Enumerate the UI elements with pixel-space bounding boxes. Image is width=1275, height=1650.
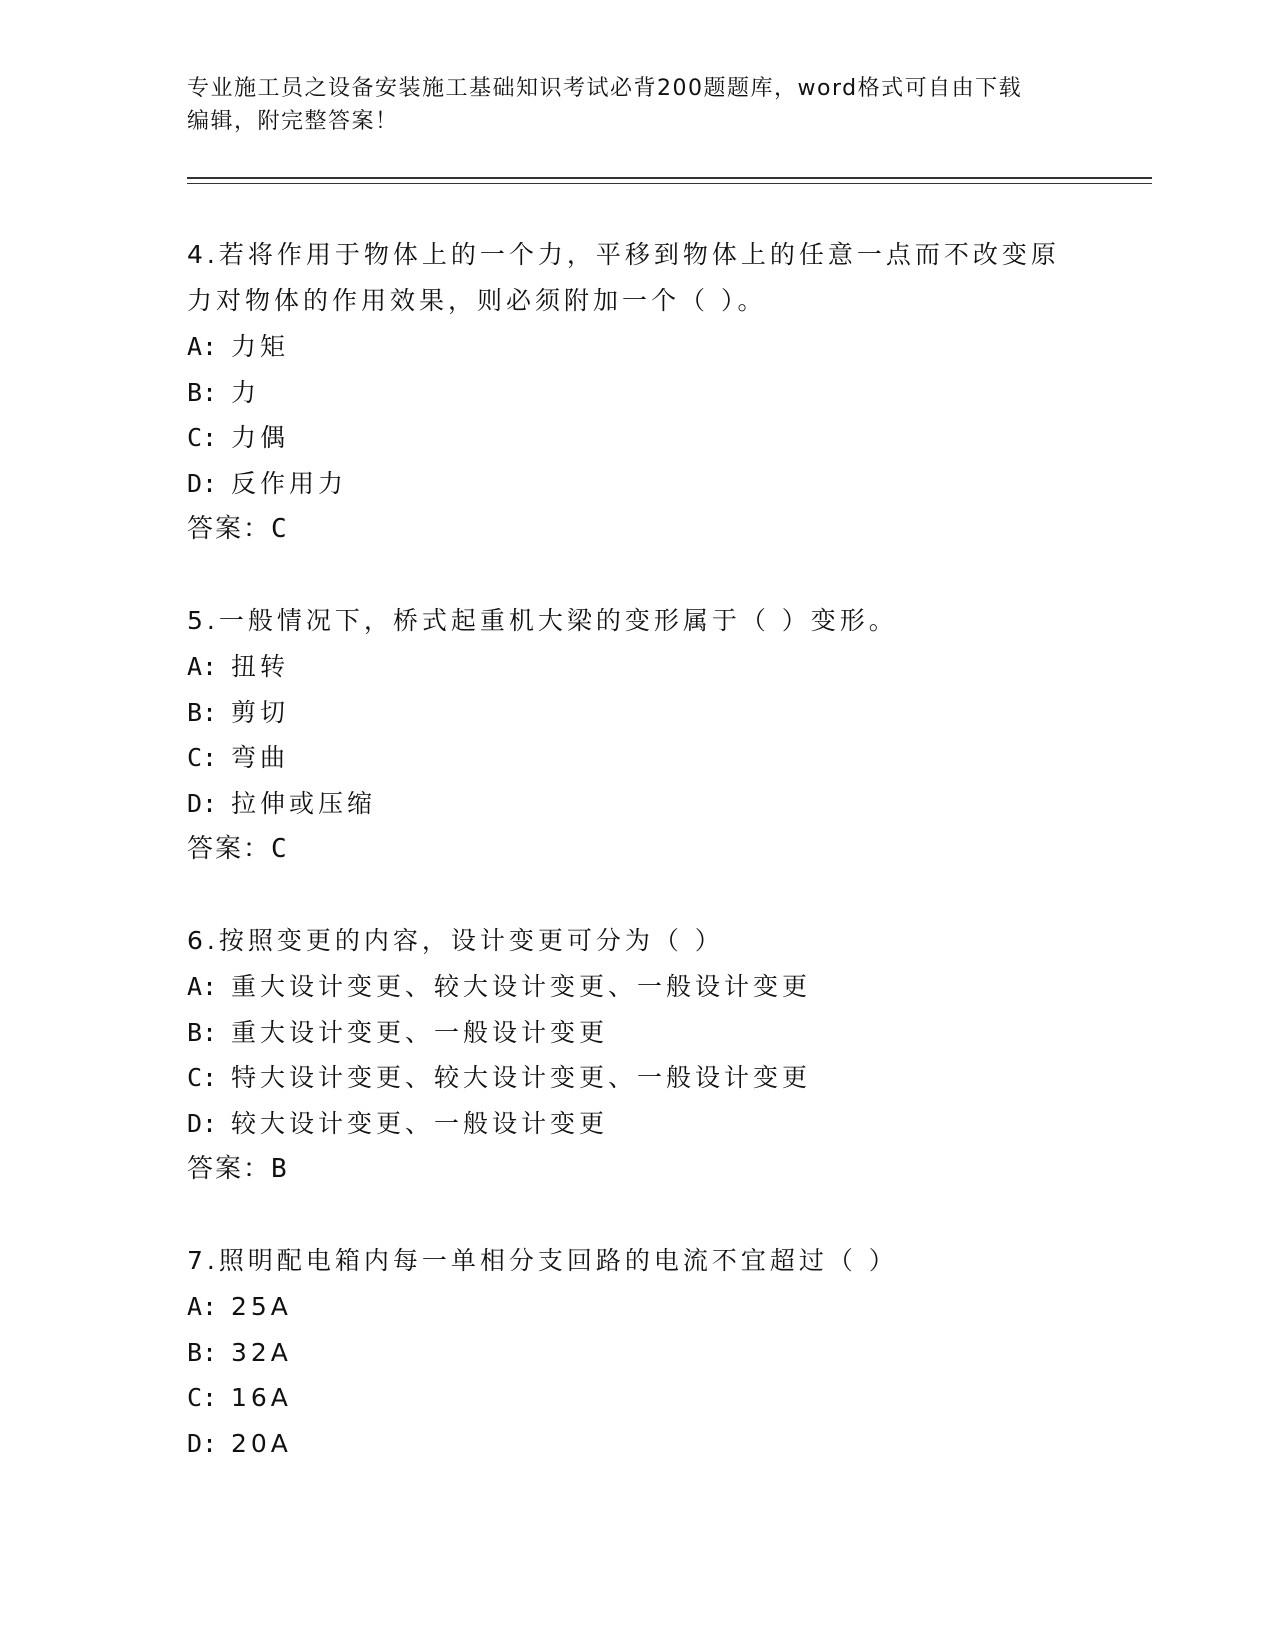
option-text: 力矩 [231,332,290,361]
answer-line [187,506,1087,552]
option-text: 25A [231,1292,292,1321]
option-letter: C: [187,743,218,772]
option-text: 反作用力 [231,468,348,498]
header-divider-thin [187,183,1152,184]
option-text: 剪切 [231,697,290,727]
answer-line [187,826,1087,872]
option-text: 扭转 [231,652,290,681]
question-block [187,598,1087,872]
option-letter: D: [187,1108,218,1138]
question-stem: 力对物体的作用效果，则必须附加一个（ ）。 [187,286,767,315]
header-title-line-2: 编辑，附完整答案！ [187,109,399,134]
answer-label: 答案： [187,514,272,544]
option-text: 32A [231,1337,292,1367]
option-text: 20A [231,1428,292,1458]
answer-option [187,690,1087,736]
option-letter: C: [187,1063,218,1092]
answer-option [187,1101,1087,1147]
option-text: 力 [231,377,261,407]
option-text: 力偶 [231,423,290,452]
header-divider-thick [187,177,1152,179]
question-list [187,232,1087,1512]
question-stem: 5.一般情况下，桥式起重机大梁的变形属于（ ）变形。 [187,606,898,635]
option-text: 重大设计变更、一般设计变更 [231,1017,609,1047]
answer-value: C [271,514,289,544]
option-letter: A: [187,332,218,361]
answer-value: B [271,1154,289,1184]
option-text: 16A [231,1383,292,1412]
question-block [187,1238,1087,1466]
option-letter: C: [187,1383,218,1412]
answer-label: 答案： [187,834,272,864]
option-letter: B: [187,1017,218,1047]
answer-option [187,735,1087,781]
option-letter: B: [187,697,218,727]
header-title-line-1: 专业施工员之设备安装施工基础知识考试必背200题题库，word格式可自由下载 [187,76,1023,101]
answer-option [187,461,1087,507]
answer-line [187,1146,1087,1192]
answer-label: 答案： [187,1154,272,1184]
option-text: 拉伸或压缩 [231,788,377,818]
answer-option [187,1284,1087,1330]
answer-option [187,1010,1087,1056]
answer-option [187,1330,1087,1376]
option-letter: B: [187,377,218,407]
option-text: 弯曲 [231,743,290,772]
option-text: 较大设计变更、一般设计变更 [231,1108,609,1138]
answer-option [187,370,1087,416]
option-letter: D: [187,788,218,818]
question-stem: 6.按照变更的内容，设计变更可分为（ ） [187,926,724,955]
option-letter: C: [187,423,218,452]
option-letter: D: [187,1428,218,1458]
question-stem: 7.照明配电箱内每一单相分支回路的电流不宜超过（ ） [187,1246,898,1275]
answer-option [187,1055,1087,1101]
answer-option [187,324,1087,370]
question-stem: 4.若将作用于物体上的一个力，平移到物体上的任意一点而不改变原 [187,240,1060,269]
option-text: 特大设计变更、较大设计变更、一般设计变更 [231,1063,812,1092]
answer-option [187,964,1087,1010]
option-letter: D: [187,468,218,498]
option-text: 重大设计变更、较大设计变更、一般设计变更 [231,972,812,1001]
answer-option [187,415,1087,461]
answer-option [187,781,1087,827]
question-block [187,232,1087,552]
document-header [187,72,1077,138]
answer-option [187,1421,1087,1467]
question-block [187,918,1087,1192]
option-letter: A: [187,652,218,681]
answer-option [187,644,1087,690]
answer-option [187,1375,1087,1421]
option-letter: A: [187,972,218,1001]
answer-value: C [271,834,289,864]
option-letter: B: [187,1337,218,1367]
option-letter: A: [187,1292,218,1321]
